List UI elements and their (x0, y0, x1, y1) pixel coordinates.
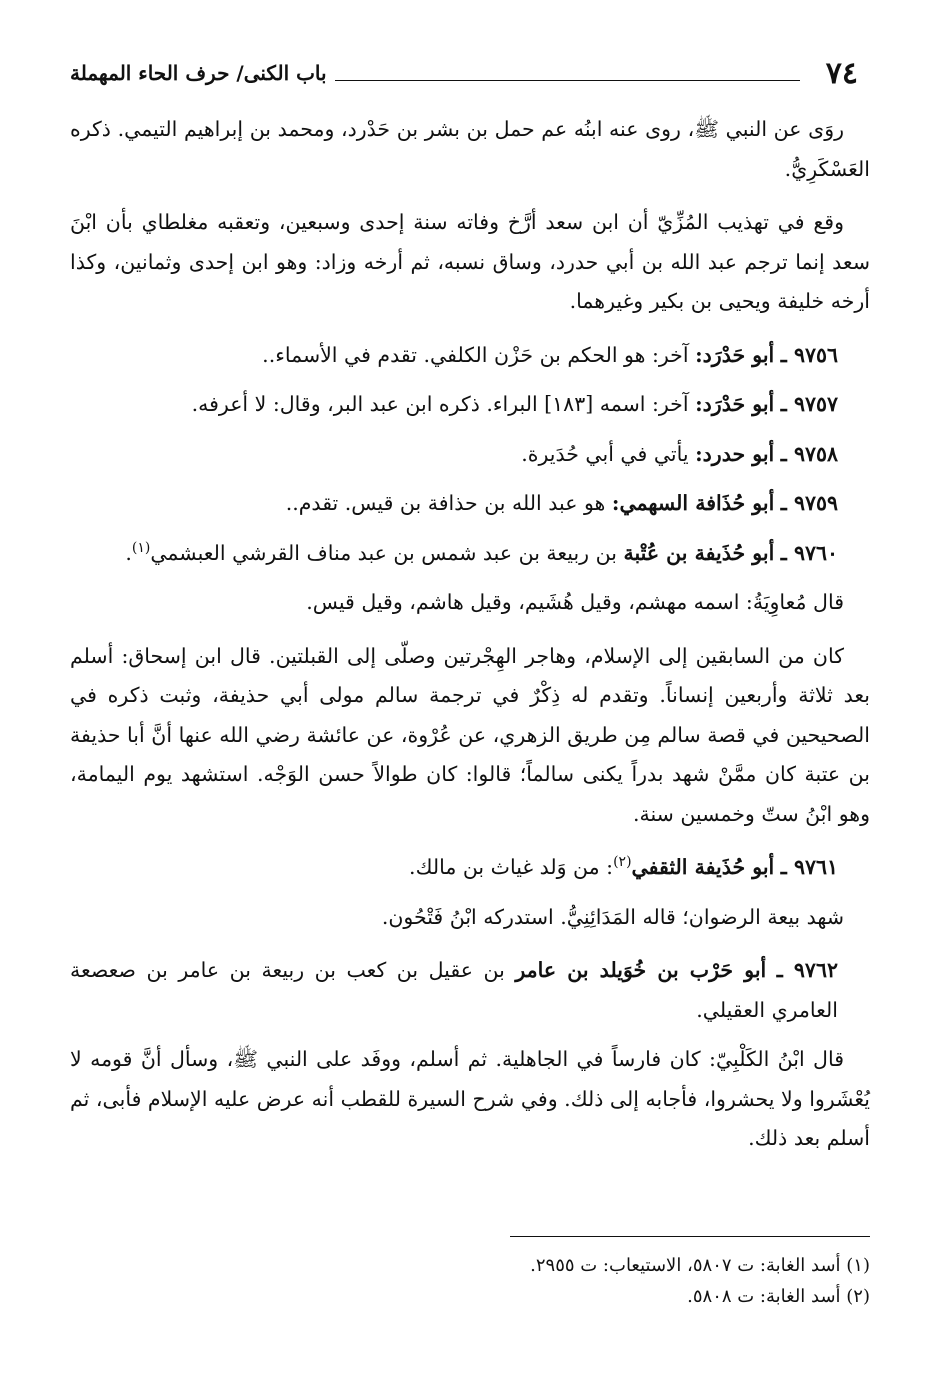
footnotes (70, 1250, 870, 1312)
paragraph-3: قال مُعاوِيَةُ: اسمه مهشم، وقيل هُشَيم، وقيل هاشم، وقيل قيس. (306, 590, 844, 614)
entry-number: ٩٧٦٢ ـ (776, 958, 838, 982)
entry-text: هو عبد الله بن حذافة بن قيس. تقدم.. (285, 491, 606, 515)
entry-number: ٩٧٥٦ ـ (780, 342, 838, 367)
entry-text: آخر: هو الحكم بن حَزْن الكلفي. تقدم في الأسماء.. (262, 342, 689, 367)
page-number: ٧٤ (825, 56, 858, 91)
entry-number: ٩٧٥٧ ـ (780, 392, 838, 416)
entry-9759 (70, 484, 870, 524)
paragraph-4: كان من السابقين إلى الإسلام، وهاجر الهِجْرتين وصلّى إلى القبلتين. قال ابن إسحاق: أسلم بعد ثلاثة وأربعين إنساناً. وتقدم له ذِكْرٌ في ترجمة سالم مولى أبي حذيفة، وثبت ذكره في الصحيحين في قصة سالم مِن طريق الزهري، عن عُرْوة، عن عائشة رضي الله عنها أنَّ أبا حذيفة بن عتبة كان ممَّنْ شهد بدراً يكنى سالماً؛ قالوا: كان طوالاً حسن الوَجْه. استشهد يوم اليمامة، وهو ابْنُ ستّ وخمسين سنة. (70, 643, 870, 826)
entry-name: أبو حَدْرَد: (695, 342, 775, 367)
paragraph-5: شهد بيعة الرضوان؛ قاله المَدَائِنِيُّ. استدركه ابْنُ فَتْحُون. (381, 904, 844, 929)
paragraph-2: وقع في تهذيب المُزِّيّ أن ابن سعد أرَّخ وفاته سنة إحدى وسبعين، وتعقبه مغلطاي بأن ابْنَ سعد إنما ترجم عبد الله بن أبي حدرد، وساق نسبه، ثم أرخه وزاد: وهو ابن إحدى وثمانين، وكذا أرخه خليفة ويحيى بن بكير وغيرهما. (70, 210, 870, 313)
paragraph-6: قال ابْنُ الكَلْبِيّ: كان فارساً في الجاهلية. ثم أسلم، ووفَد على النبي ﷺ، وسأل أنَّ قومه لا يُعْشَروا ولا يحشروا، فأجابه إلى ذلك. وفي شرح السيرة للقطب أنه عرض عليه الإسلام فأبى، ثم أسلم بعد ذلك. (70, 1047, 870, 1150)
footnote-rule (510, 1236, 870, 1237)
footnote-ref: (١) (131, 539, 151, 556)
entry-text: يأتي في أبي حُدَيرة. (521, 441, 689, 466)
entry-text: : من وَلد غياث بن مالك. (409, 855, 614, 879)
footnote-ref: (٢) (613, 854, 632, 871)
entry-name: أبو حدرد: (695, 441, 775, 466)
paragraph-1: روَى عن النبي ﷺ، روى عنه ابنُه عم حمل بن بشر بن حَدْرد، ومحمد بن إبراهيم التيمي. ذكره العَسْكَرِيُّ. (70, 117, 870, 181)
entry-text: آخر: اسمه [١٨٣] البراء. ذكره ابن عبد البر، وقال: لا أعرفه. (191, 392, 689, 416)
entry-9756 (70, 336, 870, 376)
entry-number: ٩٧٦٠ ـ (780, 540, 838, 565)
page-body (70, 110, 870, 1173)
running-title: باب الكنى/ حرف الحاء المهملة (70, 61, 327, 85)
entry-name: أبو حَرْب بن خُوَيلد بن عامر (515, 958, 767, 982)
entry-text: بن عقيل بن كعب بن ربيعة بن عامر بن صعصعة العامري العقيلي. (70, 958, 838, 1022)
entry-9761 (70, 848, 870, 888)
entry-name: أبو حَدْرَد: (695, 392, 775, 416)
entry-9757 (70, 385, 870, 425)
entry-end: . (125, 540, 132, 565)
page-header (70, 54, 870, 94)
header-rule (335, 80, 800, 81)
entry-name: أبو حُذَافة السهمي: (611, 491, 775, 515)
footnote-1: (١) أسد الغابة: ت ٥٨٠٧، الاستيعاب: ت ٢٩٥٥. (530, 1255, 870, 1276)
entry-number: ٩٧٦١ ـ (780, 855, 838, 879)
footnote-2: (٢) أسد الغابة: ت ٥٨٠٨. (687, 1286, 870, 1307)
entry-number: ٩٧٥٩ ـ (780, 491, 838, 515)
entry-number: ٩٧٥٨ ـ (780, 441, 838, 466)
entry-name: أبو حُذَيفة الثقفي (631, 855, 775, 879)
entry-9762 (70, 951, 870, 1030)
book-page (70, 40, 870, 1360)
entry-text: بن ربيعة بن عبد شمس بن عبد مناف القرشي العبشمي (150, 540, 617, 565)
entry-name: أبو حُذَيفة بن عُتْبة (623, 540, 775, 565)
entry-9760 (70, 534, 870, 574)
entry-9758 (70, 435, 870, 475)
